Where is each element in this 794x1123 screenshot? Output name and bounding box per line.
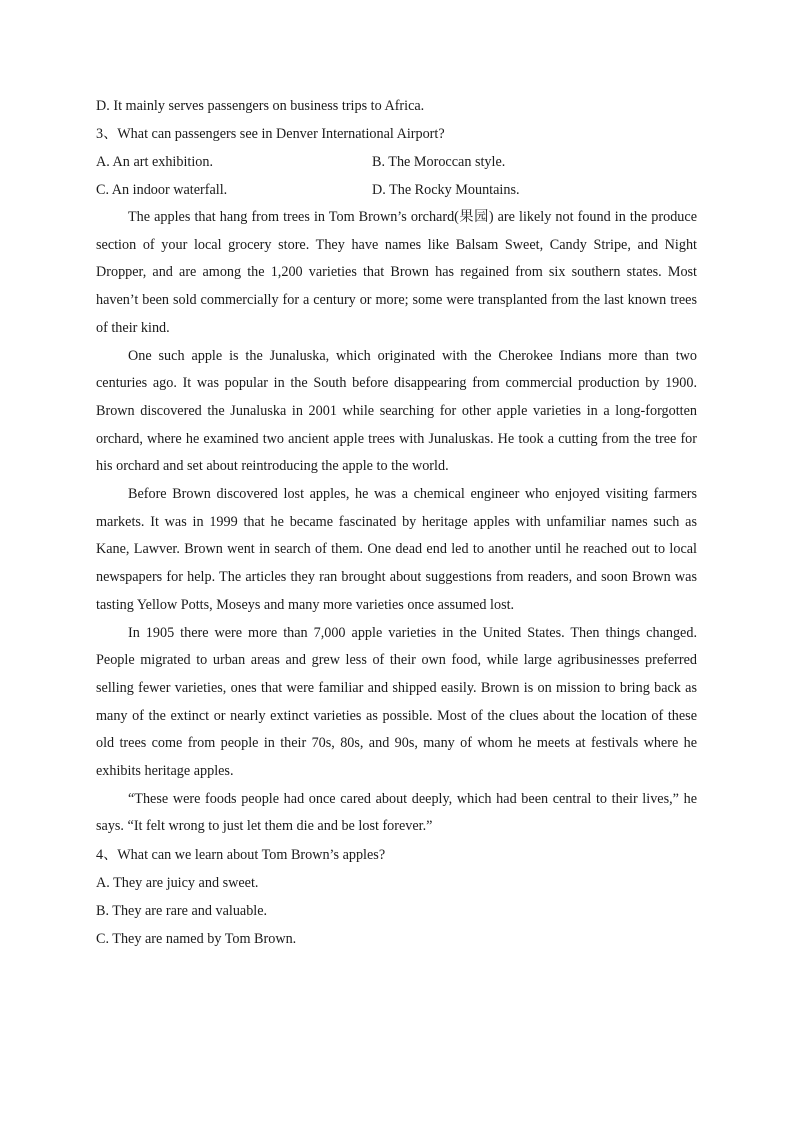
q3-option-d: D. The Rocky Mountains. [372, 182, 520, 198]
passage-paragraph-1: The apples that hang from trees in Tom Brown’s orchard(果园) are likely not found in the produce section of your local grocery store. They have names like Balsam Sweet, Candy Stripe, and Night Dropper, and are among the 1,200 varieties that Brown has regained from six southern states. Most haven’t been sold commercially for a century or more; some were transplanted from the last known trees of their kind. [96, 209, 697, 336]
q4-option-c: C. They are named by Tom Brown. [96, 931, 297, 948]
q3-option-b: B. The Moroccan style. [372, 154, 506, 170]
q4-stem: 4、What can we learn about Tom Brown’s apples? [96, 847, 386, 864]
passage-paragraph-3: Before Brown discovered lost apples, he was a chemical engineer who enjoyed visiting farmers markets. It was in 1999 that he became fascinated by heritage apples with unfamiliar names such as Kane, Lawver. Brown went in search of them. One dead end led to another until he reached out to local newspapers for help. The articles they ran brought about suggestions from readers, and soon Brown was tasting Yellow Potts, Moseys and many more varieties once assumed lost. [96, 486, 697, 613]
q4-option-a: A. They are juicy and sweet. [96, 875, 259, 892]
reading-passage [96, 204, 697, 841]
q3-options-row-2 [96, 176, 697, 204]
passage-paragraph-2: One such apple is the Junaluska, which originated with the Cherokee Indians more than two centuries ago. It was popular in the South before disappearing from commercial production by 1900. Brown discovered the Junaluska in 2001 while searching for other apple varieties in a long-forgotten orchard, where he examined two ancient apple trees with Junaluskas. He took a cutting from the tree for his orchard and set about reintroducing the apple to the world. [96, 347, 697, 475]
q3-option-c: C. An indoor waterfall. [96, 182, 228, 198]
q3-option-a: A. An art exhibition. [96, 154, 214, 170]
document-page [96, 92, 697, 953]
passage-paragraph-4: In 1905 there were more than 7,000 apple varieties in the United States. Then things changed. People migrated to urban areas and grew less of their own food, while large agribusinesses preferred selling fewer varieties, ones that were familiar and shipped easily. Brown is on mission to bring back as many of the extinct or nearly extinct varieties as possible. Most of the clues about the location of these old trees come from people in their 70s, 80s, and 90s, many of whom he meets at festivals where he exhibits heritage apples. [96, 624, 697, 780]
q3-stem: 3、What can passengers see in Denver International Airport? [96, 126, 445, 142]
q3-options-row-1 [96, 148, 697, 176]
q2-option-d: D. It mainly serves passengers on business trips to Africa. [96, 98, 425, 114]
q4-option-b: B. They are rare and valuable. [96, 903, 268, 920]
passage-paragraph-5: “These were foods people had once cared about deeply, which had been central to their lives,” he says. “It felt wrong to just let them die and be lost forever.” [96, 790, 697, 835]
